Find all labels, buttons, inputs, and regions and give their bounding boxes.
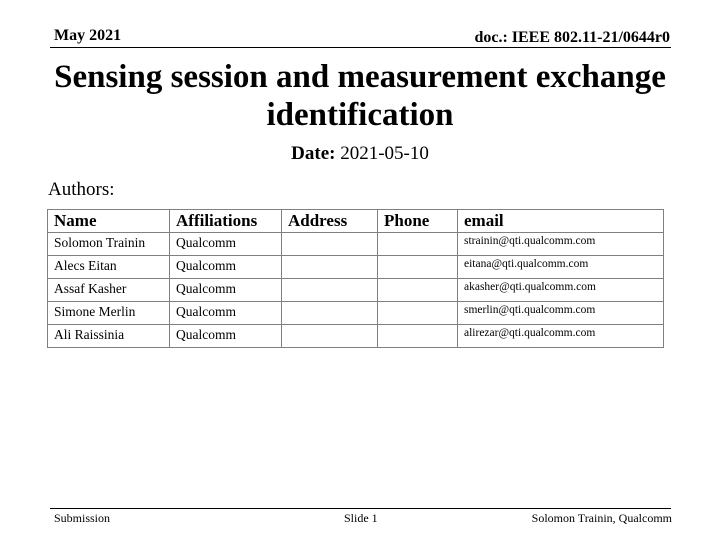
- author-name: Simone Merlin: [48, 302, 170, 325]
- table-header-row: [48, 210, 664, 233]
- author-affiliation: Qualcomm: [170, 233, 282, 256]
- date-label: Date:: [291, 143, 336, 164]
- header-date: May 2021: [54, 27, 122, 44]
- header-name: Name: [48, 210, 170, 233]
- author-email: alirezar@qti.qualcomm.com: [458, 325, 664, 348]
- footer-slide-number: Slide 1: [344, 511, 378, 525]
- footer-submission: Submission: [54, 511, 111, 525]
- table-row: [48, 233, 664, 256]
- author-address: [282, 256, 378, 279]
- table-row: [48, 256, 664, 279]
- authors-label: Authors:: [48, 179, 115, 200]
- header-address: Address: [282, 210, 378, 233]
- footer-author: Solomon Trainin, Qualcomm: [531, 511, 672, 525]
- table-row: [48, 325, 664, 348]
- author-address: [282, 233, 378, 256]
- authors-table: [47, 209, 664, 348]
- header-affiliations: Affiliations: [170, 210, 282, 233]
- author-email: smerlin@qti.qualcomm.com: [458, 302, 664, 325]
- header-divider: [50, 47, 671, 48]
- author-affiliation: Qualcomm: [170, 256, 282, 279]
- author-phone: [378, 256, 458, 279]
- author-email: akasher@qti.qualcomm.com: [458, 279, 664, 302]
- author-affiliation: Qualcomm: [170, 279, 282, 302]
- author-email: eitana@qti.qualcomm.com: [458, 256, 664, 279]
- author-email: strainin@qti.qualcomm.com: [458, 233, 664, 256]
- author-phone: [378, 279, 458, 302]
- header-doc-id: doc.: IEEE 802.11-21/0644r0: [474, 29, 670, 46]
- author-name: Assaf Kasher: [48, 279, 170, 302]
- table-row: [48, 302, 664, 325]
- author-phone: [378, 325, 458, 348]
- footer-divider: [50, 508, 671, 509]
- header-email: email: [458, 210, 664, 233]
- author-address: [282, 279, 378, 302]
- author-affiliation: Qualcomm: [170, 302, 282, 325]
- author-affiliation: Qualcomm: [170, 325, 282, 348]
- author-phone: [378, 233, 458, 256]
- author-name: Alecs Eitan: [48, 256, 170, 279]
- date-line: [0, 143, 720, 165]
- author-address: [282, 325, 378, 348]
- author-name: Solomon Trainin: [48, 233, 170, 256]
- author-phone: [378, 302, 458, 325]
- table-row: [48, 279, 664, 302]
- author-address: [282, 302, 378, 325]
- date-value: 2021-05-10: [340, 143, 429, 164]
- header-phone: Phone: [378, 210, 458, 233]
- author-name: Ali Raissinia: [48, 325, 170, 348]
- slide-title: Sensing session and measurement exchange identification: [54, 59, 666, 133]
